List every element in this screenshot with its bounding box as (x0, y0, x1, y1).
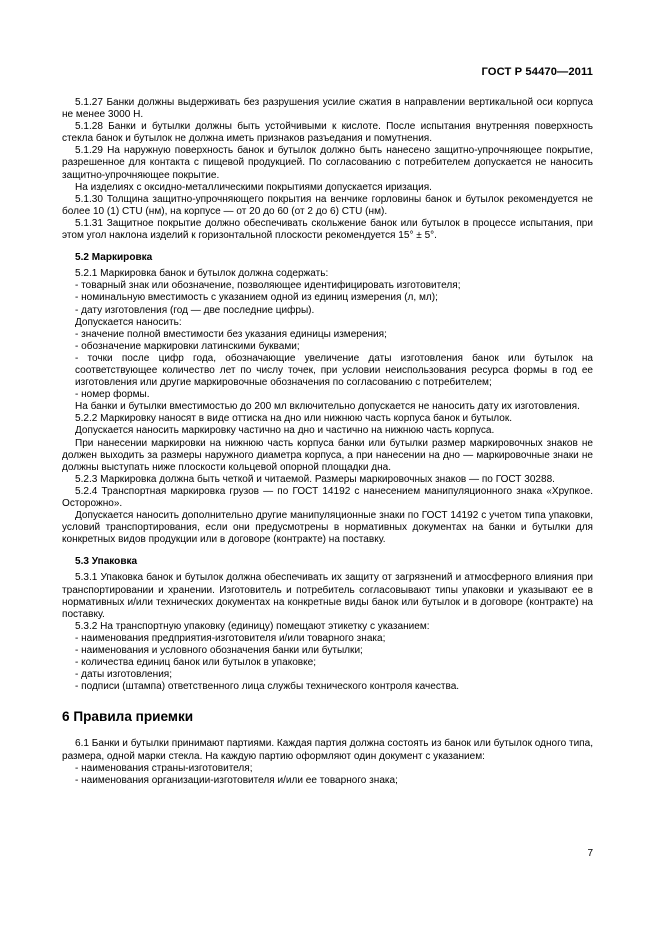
list-item: - дату изготовления (год — две последние цифры). (75, 304, 315, 316)
paragraph: 5.1.29 На наружную поверхность банок и бутылок должно быть нанесено защитно-упрочняющее покрытие, разрешенное для контакта с пищевой продукцией. По согласованию с потребителем допускается не наносить защитно-упрочняющее покрытие. (62, 145, 593, 181)
list-item: - подписи (штампа) ответственного лица службы технического контроля качества. (75, 681, 460, 693)
list-item: - даты изготовления; (75, 669, 173, 681)
list-item: - номер формы. (75, 389, 150, 401)
paragraph: 5.2.4 Транспортная маркировка грузов — по ГОСТ 14192 с нанесением манипуляционного знака «Хрупкое. Осторожно». (62, 485, 593, 509)
paragraph: Допускается наносить маркировку частично на дно и частично на нижнюю часть корпуса. (75, 425, 495, 437)
paragraph: 5.1.28 Банки и бутылки должны быть устойчивыми к кислоте. После испытания внутренняя поверхность стекла банок и бутылок не должна иметь признаков разъедания и помутнения. (62, 121, 593, 145)
paragraph: На банки и бутылки вместимостью до 200 мл включительно допускается не наносить дату их изготовления. (75, 401, 580, 413)
paragraph: 5.2.2 Маркировку наносят в виде оттиска на дно или нижнюю часть корпуса банок и бутылок. (75, 413, 513, 425)
page-number: 7 (587, 848, 593, 859)
list-item: - товарный знак или обозначение, позволяющее идентифицировать изготовителя; (75, 280, 461, 292)
list-item: - наименования организации-изготовителя и/или ее товарного знака; (75, 774, 398, 786)
list-item: - номинальную вместимость с указанием одной из единиц измерения (л, мл); (75, 292, 438, 304)
paragraph: При нанесении маркировки на нижнюю часть корпуса банки или бутылки размер маркировочных знаков не должен выходить за размеры наружного диаметра корпуса, а при нанесении на дно — маркировочные знаки не должны выступать ниже плоскости кольцевой опорной площадки дна. (62, 437, 593, 473)
paragraph: 5.2.3 Маркировка должна быть четкой и читаемой. Размеры маркировочных знаков — по ГОСТ 30288. (75, 473, 555, 485)
document-body (62, 97, 593, 787)
section-heading: 5.3 Упаковка (75, 556, 138, 568)
list-item: - наименования страны-изготовителя; (75, 762, 253, 774)
paragraph: На изделиях с оксидно-металлическими покрытиями допускается иризация. (75, 181, 432, 193)
paragraph: 5.3.2 На транспортную упаковку (единицу) помещают этикетку с указанием: (75, 620, 430, 632)
paragraph: 5.3.1 Упаковка банок и бутылок должна обеспечивать их защиту от загрязнений и атмосферного влияния при транспортировании и хранении. Изготовитель и потребитель согласовывают типы упаковки и указывают ее в нормативных и/или технических документах на конкретные виды банок или бутылок и в договоре (контракте) на поставку. (62, 572, 593, 620)
paragraph: 5.1.30 Толщина защитно-упрочняющего покрытия на венчике горловины банок и бутылок рекомендуется не более 10 (1) CTU (нм), на корпусе — от 20 до 60 (от 2 до 6) CTU (нм). (62, 193, 593, 217)
paragraph: 6.1 Банки и бутылки принимают партиями. Каждая партия должна состоять из банок или бутылок одного типа, размера, одной марки стекла. На каждую партию оформляют один документ с указанием: (62, 738, 593, 762)
paragraph: Допускается наносить: (75, 316, 182, 328)
list-item: - наименования и условного обозначения банки или бутылки; (75, 645, 363, 657)
paragraph: 5.1.27 Банки должны выдерживать без разрушения усилие сжатия в направлении вертикальной оси корпуса не менее 3000 Н. (62, 97, 593, 121)
paragraph: 5.1.31 Защитное покрытие должно обеспечивать скольжение банок или бутылок в процессе испытания, при этом угол наклона изделий к горизонтальной плоскости рекомендуется 15° ± 5°. (62, 217, 593, 242)
section-heading: 5.2 Маркировка (75, 252, 153, 264)
list-item: - точки после цифр года, обозначающие увеличение даты изготовления банок или бутылок на соответствующее количество лет по числу точек, при условии неиспользования ресурса формы в год ее изготовления или другие маркировочные обозначения по согласованию с потребителем; (75, 352, 593, 389)
list-item: - значение полной вместимости без указания единицы измерения; (75, 328, 387, 340)
list-item: - обозначение маркировки латинскими буквами; (75, 340, 300, 352)
document-code: ГОСТ Р 54470—2011 (481, 66, 593, 78)
list-item: - наименования предприятия-изготовителя и/или товарного знака; (75, 632, 386, 644)
paragraph: 5.2.1 Маркировка банок и бутылок должна содержать: (75, 268, 329, 280)
section-heading: 6 Правила приемки (62, 709, 194, 725)
list-item: - количества единиц банок или бутылок в упаковке; (75, 657, 317, 669)
paragraph: Допускается наносить дополнительно другие манипуляционные знаки по ГОСТ 14192 с учетом типа упаковки, условий транспортирования, если они предусмотрены в нормативных документах на банки и бутылки для конкретных видов продукции или в договоре (контракте) на поставку. (62, 510, 593, 546)
